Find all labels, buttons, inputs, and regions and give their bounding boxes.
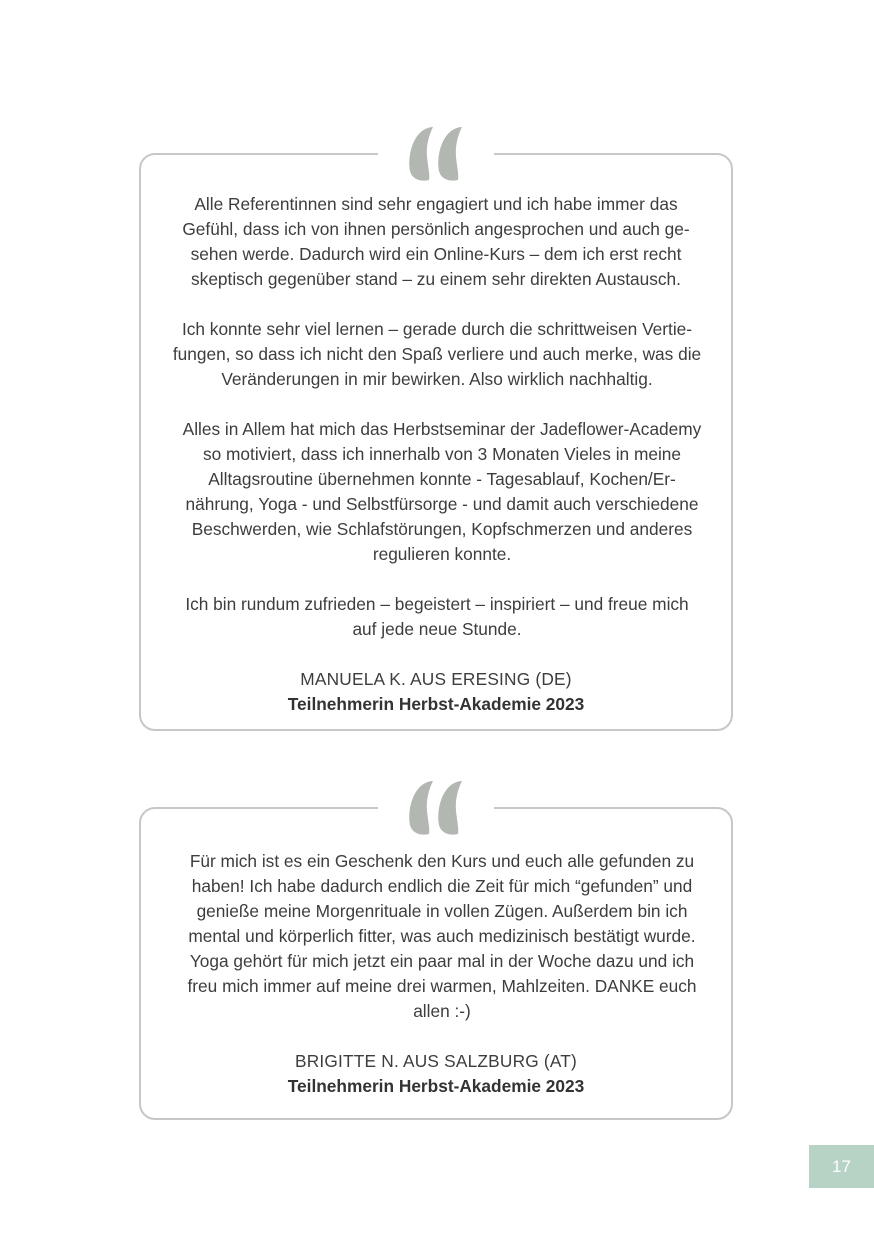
page-number: 17 xyxy=(809,1145,874,1188)
testimonial-role: Teilnehmerin Herbst-Akademie 2023 xyxy=(287,1076,585,1096)
testimonial-paragraph: Ich konnte sehr viel lernen – gerade durch die schrittweisen Vertie- fungen, so dass ich nicht den Spaß verliere und auch merke, was die Veränderungen in mir bewirken. Also wirklich nachhaltig. xyxy=(172,319,702,389)
quote-mark-icon xyxy=(378,125,494,189)
testimonial-paragraph: Alle Referentinnen sind sehr engagiert und ich habe immer das Gefühl, dass ich von ihnen persönlich angesprochen und auch ge- sehen werde. Dadurch wird ein Online-Kurs – dem ich erst recht skeptisch gegenüber stand – zu einem sehr direkten Austausch. xyxy=(182,194,690,289)
testimonial-body xyxy=(141,192,731,717)
testimonial-paragraph: Ich bin rundum zufrieden – begeistert – inspiriert – und freue mich auf jede neue Stunde. xyxy=(185,594,689,639)
testimonial-card xyxy=(139,153,733,731)
testimonial-author: MANUELA K. AUS ERESING (DE) xyxy=(300,669,572,689)
testimonial-paragraph: Für mich ist es ein Geschenk den Kurs und euch alle gefunden zu haben! Ich habe dadurch endlich die Zeit für mich “gefunden” und genieße meine Morgenrituale in vollen Zügen. Außerdem bin ich mental und körperlich fitter, was auch medizinisch bestätigt wurde. Yoga gehört für mich jetzt ein paar mal in der Woche dazu und ich freu mich immer auf meine drei warmen, Mahlzeiten. DANKE euch allen :-) xyxy=(187,851,697,1021)
quote-mark-icon xyxy=(378,779,494,843)
testimonial-role: Teilnehmerin Herbst-Akademie 2023 xyxy=(287,694,585,714)
testimonial-card xyxy=(139,807,733,1120)
testimonial-paragraph: Alles in Allem hat mich das Herbstseminar der Jadeflower-Academy so motiviert, dass ich innerhalb von 3 Monaten Vieles in meine Alltagsroutine übernehmen konnte - Tagesablauf, Kochen/Er- nährung, Yoga - und Selbstfürsorge - und damit auch verschiedene Beschwerden, wie Schlafstörungen, Kopfschmerzen und anderes regulieren konnte. xyxy=(182,419,702,564)
testimonial-body xyxy=(141,849,731,1099)
testimonial-author: BRIGITTE N. AUS SALZBURG (AT) xyxy=(294,1051,577,1071)
